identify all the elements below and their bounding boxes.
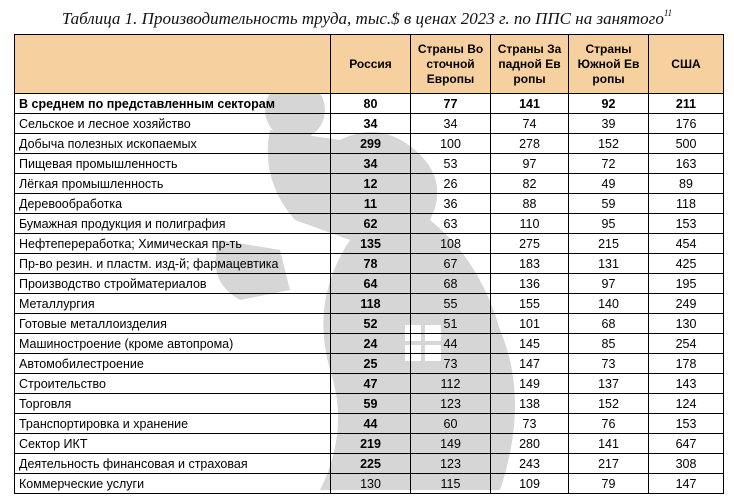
value-russia: 11	[331, 194, 411, 214]
value-eastern-europe: 60	[411, 414, 491, 434]
sector-name: Деятельность финансовая и страховая	[15, 454, 331, 474]
value-southern-europe: 68	[569, 314, 649, 334]
sector-name: Производство стройматериалов	[15, 274, 331, 294]
sector-name: Металлургия	[15, 294, 331, 314]
value-southern-europe: 59	[569, 194, 649, 214]
value-russia: 59	[331, 394, 411, 414]
value-eastern-europe: 115	[411, 474, 491, 494]
value-eastern-europe: 123	[411, 454, 491, 474]
sector-name: Готовые металлоизделия	[15, 314, 331, 334]
table-row	[15, 434, 724, 454]
table-row	[15, 114, 724, 134]
value-western-europe: 101	[491, 314, 569, 334]
sector-name: Торговля	[15, 394, 331, 414]
value-southern-europe: 79	[569, 474, 649, 494]
value-southern-europe: 141	[569, 434, 649, 454]
value-southern-europe: 92	[569, 94, 649, 114]
value-western-europe: 243	[491, 454, 569, 474]
header-eastern-europe: Страны Во сточной Европы	[411, 35, 491, 94]
table-row	[15, 454, 724, 474]
value-russia: 62	[331, 214, 411, 234]
value-russia: 24	[331, 334, 411, 354]
value-southern-europe: 73	[569, 354, 649, 374]
value-western-europe: 278	[491, 134, 569, 154]
table-row	[15, 154, 724, 174]
value-russia: 52	[331, 314, 411, 334]
value-eastern-europe: 63	[411, 214, 491, 234]
sector-name: Бумажная продукция и полиграфия	[15, 214, 331, 234]
value-western-europe: 109	[491, 474, 569, 494]
sector-name: Сельское и лесное хозяйство	[15, 114, 331, 134]
value-western-europe: 275	[491, 234, 569, 254]
sector-name: Сектор ИКТ	[15, 434, 331, 454]
table-row	[15, 214, 724, 234]
value-eastern-europe: 149	[411, 434, 491, 454]
value-southern-europe: 49	[569, 174, 649, 194]
value-russia: 34	[331, 114, 411, 134]
value-eastern-europe: 108	[411, 234, 491, 254]
productivity-table	[14, 34, 724, 494]
value-usa: 124	[649, 394, 724, 414]
value-western-europe: 138	[491, 394, 569, 414]
table-header-row	[15, 35, 724, 94]
sector-name: Коммерческие услуги	[15, 474, 331, 494]
sector-name: Автомобилестроение	[15, 354, 331, 374]
header-southern-europe: Страны Южной Ев ропы	[569, 35, 649, 94]
value-western-europe: 147	[491, 354, 569, 374]
table-row	[15, 334, 724, 354]
value-eastern-europe: 112	[411, 374, 491, 394]
value-usa: 163	[649, 154, 724, 174]
value-southern-europe: 95	[569, 214, 649, 234]
value-usa: 178	[649, 354, 724, 374]
value-usa: 454	[649, 234, 724, 254]
value-russia: 25	[331, 354, 411, 374]
table-row	[15, 234, 724, 254]
table-row	[15, 134, 724, 154]
table-row	[15, 194, 724, 214]
value-russia: 34	[331, 154, 411, 174]
value-russia: 299	[331, 134, 411, 154]
table-body	[15, 94, 724, 494]
value-eastern-europe: 73	[411, 354, 491, 374]
value-eastern-europe: 53	[411, 154, 491, 174]
sector-name: Деревообработка	[15, 194, 331, 214]
value-russia: 225	[331, 454, 411, 474]
table-row	[15, 474, 724, 494]
value-southern-europe: 137	[569, 374, 649, 394]
sector-name: Строительство	[15, 374, 331, 394]
table-row	[15, 94, 724, 114]
value-southern-europe: 152	[569, 394, 649, 414]
caption-footnote: 11	[663, 8, 673, 18]
value-eastern-europe: 100	[411, 134, 491, 154]
value-western-europe: 280	[491, 434, 569, 454]
header-western-europe: Страны За падной Ев ропы	[491, 35, 569, 94]
value-usa: 143	[649, 374, 724, 394]
value-russia: 12	[331, 174, 411, 194]
value-usa: 195	[649, 274, 724, 294]
value-russia: 47	[331, 374, 411, 394]
value-southern-europe: 76	[569, 414, 649, 434]
value-usa: 254	[649, 334, 724, 354]
value-southern-europe: 131	[569, 254, 649, 274]
value-eastern-europe: 26	[411, 174, 491, 194]
value-russia: 219	[331, 434, 411, 454]
value-eastern-europe: 55	[411, 294, 491, 314]
value-western-europe: 97	[491, 154, 569, 174]
value-russia: 44	[331, 414, 411, 434]
value-usa: 153	[649, 414, 724, 434]
table-row	[15, 314, 724, 334]
value-southern-europe: 72	[569, 154, 649, 174]
value-usa: 647	[649, 434, 724, 454]
value-eastern-europe: 51	[411, 314, 491, 334]
value-southern-europe: 39	[569, 114, 649, 134]
value-southern-europe: 215	[569, 234, 649, 254]
value-eastern-europe: 36	[411, 194, 491, 214]
table-row	[15, 174, 724, 194]
sector-name: Транспортировка и хранение	[15, 414, 331, 434]
value-western-europe: 145	[491, 334, 569, 354]
value-eastern-europe: 67	[411, 254, 491, 274]
caption-text: Таблица 1. Производительность труда, тыс.$ в ценах 2023 г. по ППС на занятого	[61, 9, 664, 28]
sector-name: Машиностроение (кроме автопрома)	[15, 334, 331, 354]
value-western-europe: 136	[491, 274, 569, 294]
value-usa: 118	[649, 194, 724, 214]
header-usa: США	[649, 35, 724, 94]
table-caption	[0, 8, 734, 29]
value-southern-europe: 152	[569, 134, 649, 154]
value-russia: 118	[331, 294, 411, 314]
value-western-europe: 82	[491, 174, 569, 194]
table-row	[15, 274, 724, 294]
header-sector	[15, 35, 331, 94]
value-southern-europe: 97	[569, 274, 649, 294]
value-western-europe: 141	[491, 94, 569, 114]
table-row	[15, 254, 724, 274]
value-eastern-europe: 34	[411, 114, 491, 134]
sector-name: Лёгкая промышленность	[15, 174, 331, 194]
value-western-europe: 74	[491, 114, 569, 134]
value-western-europe: 73	[491, 414, 569, 434]
sector-name: Добыча полезных ископаемых	[15, 134, 331, 154]
table-row	[15, 294, 724, 314]
value-usa: 211	[649, 94, 724, 114]
table-row	[15, 414, 724, 434]
value-usa: 153	[649, 214, 724, 234]
value-southern-europe: 85	[569, 334, 649, 354]
value-eastern-europe: 77	[411, 94, 491, 114]
value-usa: 130	[649, 314, 724, 334]
value-russia: 80	[331, 94, 411, 114]
value-eastern-europe: 123	[411, 394, 491, 414]
value-usa: 308	[649, 454, 724, 474]
value-russia: 135	[331, 234, 411, 254]
value-russia: 64	[331, 274, 411, 294]
value-western-europe: 183	[491, 254, 569, 274]
sector-name: Нефтепереработка; Химическая пр-ть	[15, 234, 331, 254]
sector-name: В среднем по представленным секторам	[15, 94, 331, 114]
table-row	[15, 354, 724, 374]
value-russia: 78	[331, 254, 411, 274]
value-usa: 176	[649, 114, 724, 134]
value-russia: 130	[331, 474, 411, 494]
header-russia: Россия	[331, 35, 411, 94]
value-western-europe: 88	[491, 194, 569, 214]
value-usa: 89	[649, 174, 724, 194]
value-eastern-europe: 68	[411, 274, 491, 294]
value-usa: 249	[649, 294, 724, 314]
value-western-europe: 149	[491, 374, 569, 394]
sector-name: Пищевая промышленность	[15, 154, 331, 174]
sector-name: Пр-во резин. и пластм. изд-й; фармацевтика	[15, 254, 331, 274]
value-western-europe: 155	[491, 294, 569, 314]
table-row	[15, 394, 724, 414]
value-usa: 425	[649, 254, 724, 274]
table-row	[15, 374, 724, 394]
value-southern-europe: 217	[569, 454, 649, 474]
value-usa: 147	[649, 474, 724, 494]
value-southern-europe: 140	[569, 294, 649, 314]
value-eastern-europe: 44	[411, 334, 491, 354]
value-usa: 500	[649, 134, 724, 154]
value-western-europe: 110	[491, 214, 569, 234]
